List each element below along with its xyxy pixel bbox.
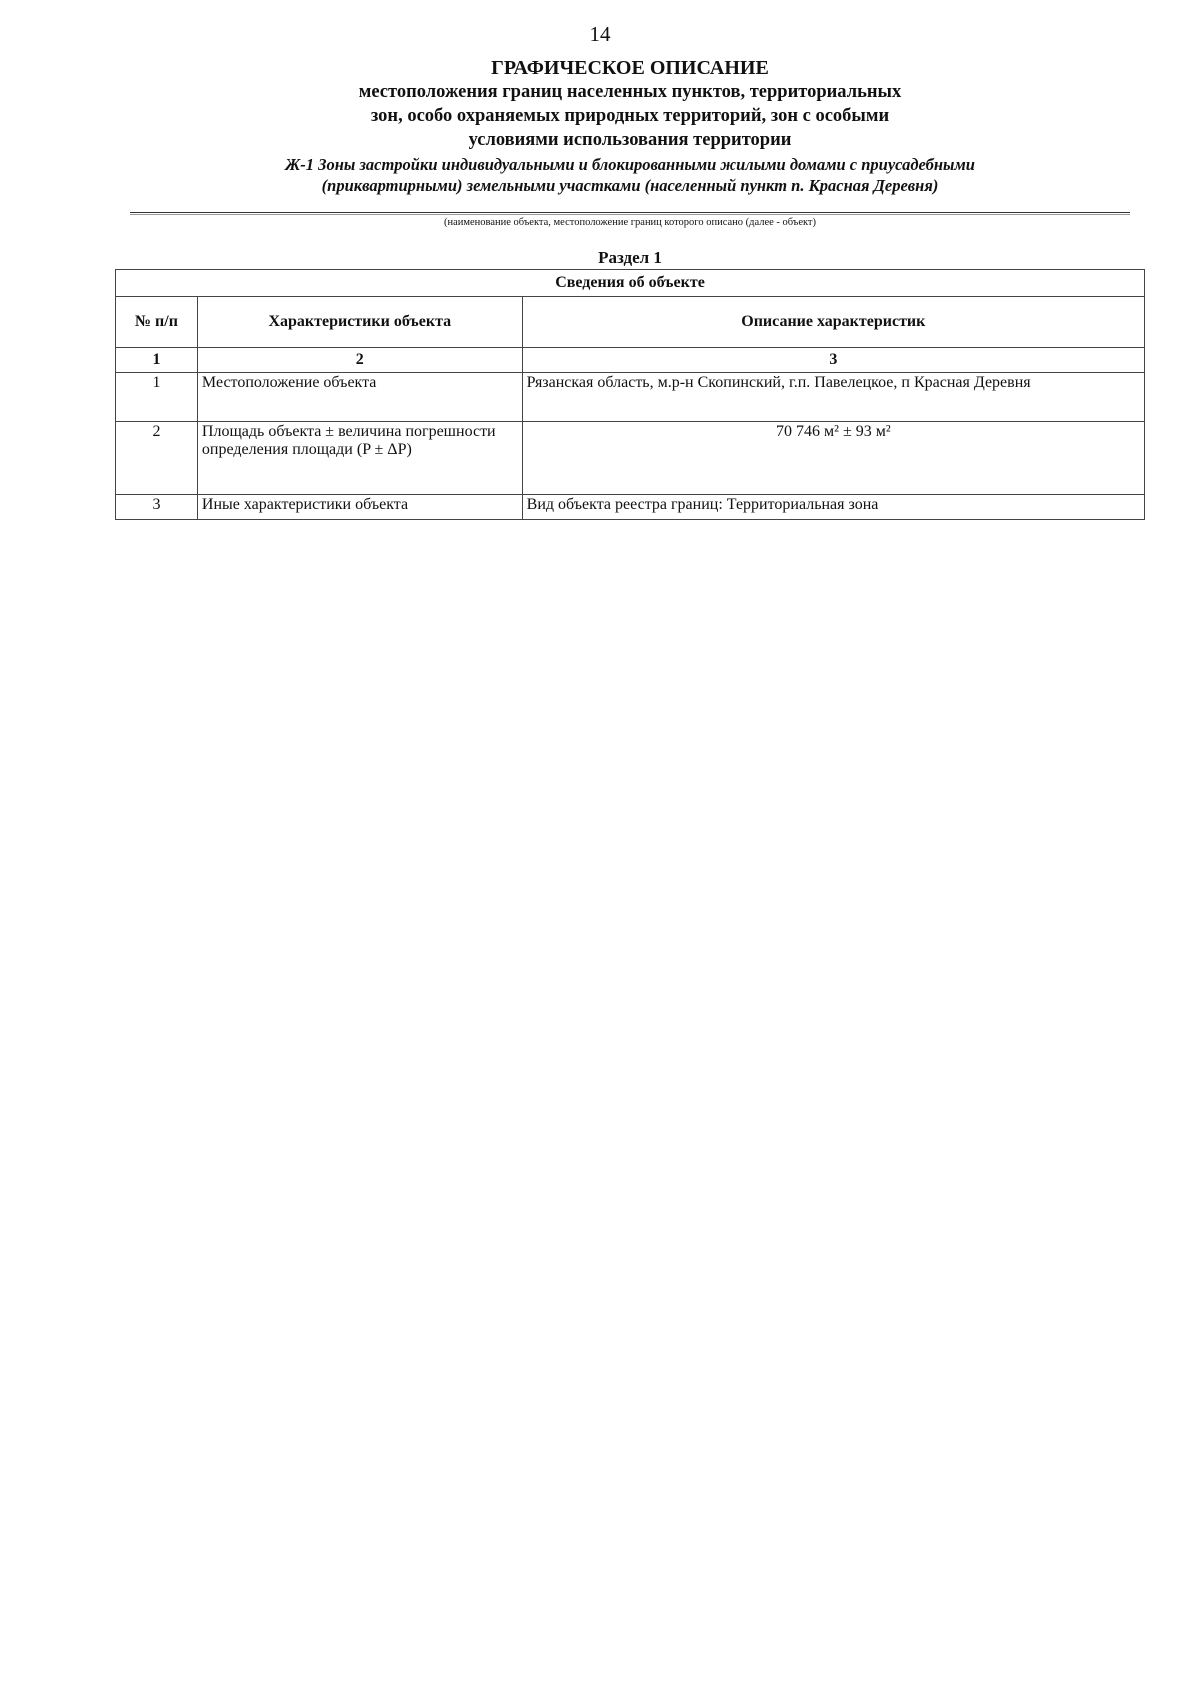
row-number: 1 xyxy=(116,373,198,422)
row-description: Рязанская область, м.р-н Скопинский, г.п. Павелецкое, п Красная Деревня xyxy=(522,373,1144,422)
row-number: 2 xyxy=(116,422,198,495)
object-info-table xyxy=(115,269,1145,520)
column-number: 1 xyxy=(116,348,198,373)
object-name-line: (приквартирными) земельными участками (населенный пункт п. Красная Деревня) xyxy=(321,176,939,195)
object-name-line: Ж-1 Зоны застройки индивидуальными и блокированными жилыми домами с приусадебными xyxy=(285,155,975,174)
section-title: Раздел 1 xyxy=(598,248,662,267)
row-characteristic: Площадь объекта ± величина погрешности определения площади (P ± ΔP) xyxy=(197,422,522,495)
table-row xyxy=(116,495,1145,520)
page-number: 14 xyxy=(589,22,611,46)
document-subtitle-line: условиями использования территории xyxy=(468,130,792,150)
row-characteristic: Иные характеристики объекта xyxy=(197,495,522,520)
table-caption: Сведения об объекте xyxy=(116,270,1145,297)
object-name-underline xyxy=(130,212,1130,215)
title-block xyxy=(130,56,1130,196)
column-header-characteristic: Характеристики объекта xyxy=(197,297,522,348)
table-row xyxy=(116,373,1145,422)
table-caption-row xyxy=(116,270,1145,297)
column-header-description: Описание характеристик xyxy=(522,297,1144,348)
column-number: 3 xyxy=(522,348,1144,373)
column-header-number: № п/п xyxy=(116,297,198,348)
column-number: 2 xyxy=(197,348,522,373)
object-name-caption: (наименование объекта, местоположение границ которого описано (далее - объект) xyxy=(443,217,817,228)
table-row xyxy=(116,422,1145,495)
row-characteristic: Местоположение объекта xyxy=(197,373,522,422)
table-header-row xyxy=(116,297,1145,348)
row-description: Вид объекта реестра границ: Территориальная зона xyxy=(522,495,1144,520)
document-subtitle-line: зон, особо охраняемых природных территорий, зон с особыми xyxy=(370,106,890,126)
row-description: 70 746 м² ± 93 м² xyxy=(522,422,1144,495)
document-subtitle-line: местоположения границ населенных пунктов, территориальных xyxy=(358,82,902,102)
table-column-numbers-row xyxy=(116,348,1145,373)
object-name xyxy=(130,154,1130,196)
row-number: 3 xyxy=(116,495,198,520)
document-title: ГРАФИЧЕСКОЕ ОПИСАНИЕ xyxy=(491,57,769,79)
